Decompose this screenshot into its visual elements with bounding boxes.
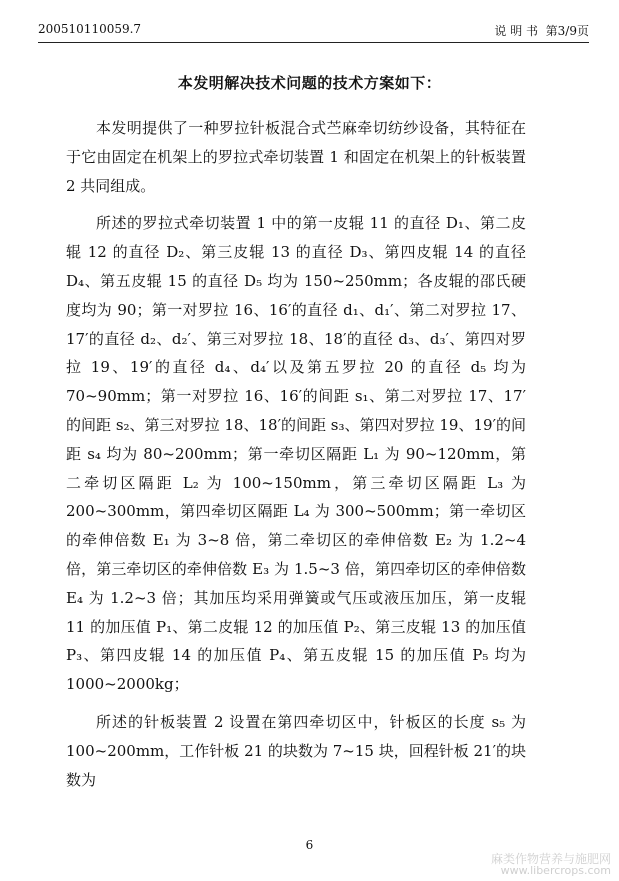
document-id: 200510110059.7 <box>38 22 142 36</box>
paragraph-1: 本发明提供了一种罗拉针板混合式苎麻牵切纺纱设备，其特征在于它由固定在机架上的罗拉式牵切装置 1 和固定在机架上的针板装置 2 共同组成。 <box>66 119 526 195</box>
watermark-site-name: 麻类作物营养与施肥网 <box>490 852 611 866</box>
paragraph-3: 所述的针板装置 2 设置在第四牵切区中，针板区的长度 s₅ 为 100~200mm，工作针板 21 的块数为 7~15 块，回程针板 21′的块数为 <box>66 712 526 789</box>
paragraph-2: 所述的罗拉式牵切装置 1 中的第一皮辊 11 的直径 D₁、第二皮辊 12 的直径 D₂、第三皮辊 13 的直径 D₃、第四皮辊 14 的直径 D₄、第五皮辊 15 的直径 D₅ 均为 150~250mm；各皮辊的邵氏硬度均为 90；第一对罗拉 16、16′的直径 d₁、d₁′、第二对罗拉 17、17′的直径 d₂、d₂′、第三对罗拉 18、18′的直径 d₃、d₃′、第四对罗拉 19、19′的直径 d₄、d₄′以及第五罗拉 20 的直径 d₅ 均为 70~90mm；第一对罗拉 16、16′的间距 s₁、第二对罗拉 17、17′的间距 s₂、第三对罗拉 18、18′的间距 s₃、第四对罗拉 19、19′的间距 s₄ 均为 80~200mm；第一牵切区隔距 L₁ 为 90~120mm，第二牵切区隔距 L₂ 为 100~150mm，第三牵切区隔距 L₃ 为 200~300mm，第四牵切区隔距 L₄ 为 300~500mm；第一牵切区的牵伸倍数 E₁ 为 3~8 倍，第二牵切区的牵伸倍数 E₂ 为 1.2~4 倍，第三牵切区的牵伸倍数 E₃ 为 1.5~3 倍，第四牵切区的牵伸倍数 E₄ 为 1.2~3 倍；其加压均采用弹簧或气压或液压加压，第一皮辊 11 的加压值 P₁、第二皮辊 12 的加压值 P₂、第三皮辊 13 的加压值 P₃、第四皮辊 14 的加压值 P₄、第五皮辊 15 的加压值 P₅ 均为 1000~2000kg； <box>66 214 526 694</box>
page-number: 6 <box>305 838 314 852</box>
header-right <box>494 22 589 39</box>
header-rule <box>38 42 589 43</box>
watermark-url: www.libercrops.com <box>500 864 611 877</box>
page-info: 第3/9页 <box>545 24 589 38</box>
section-label: 说 明 书 <box>494 24 539 38</box>
page-header <box>38 22 589 42</box>
section-title: 本发明解决技术问题的技术方案如下： <box>177 74 442 92</box>
body-text <box>66 114 526 794</box>
